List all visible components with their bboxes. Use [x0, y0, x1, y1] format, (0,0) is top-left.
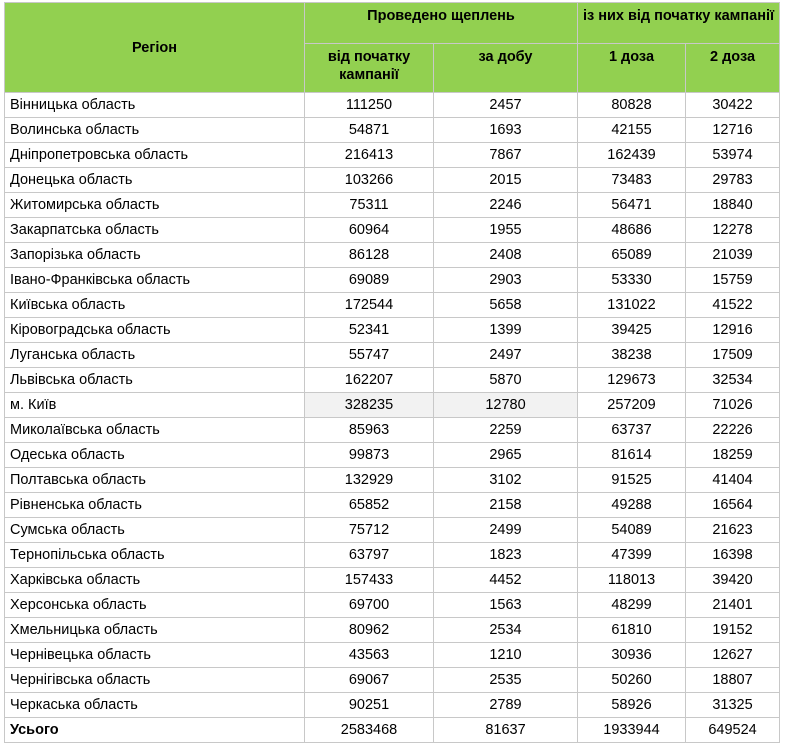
table-row	[5, 568, 780, 593]
dose1-cell: 50260	[578, 668, 686, 693]
dose2-cell: 30422	[686, 93, 780, 118]
dose2-cell: 41522	[686, 293, 780, 318]
since-start-cell: 54871	[305, 118, 434, 143]
per-day-cell: 1210	[434, 643, 578, 668]
per-day-cell: 5870	[434, 368, 578, 393]
dose1-cell: 47399	[578, 543, 686, 568]
dose2-cell: 41404	[686, 468, 780, 493]
dose1-cell: 80828	[578, 93, 686, 118]
per-day-cell: 1399	[434, 318, 578, 343]
region-cell: Дніпропетровська область	[5, 143, 305, 168]
table-row	[5, 543, 780, 568]
since-start-cell: 43563	[305, 643, 434, 668]
per-day-cell: 2158	[434, 493, 578, 518]
dose1-cell: 131022	[578, 293, 686, 318]
table-row	[5, 118, 780, 143]
table-row	[5, 368, 780, 393]
dose1-cell: 49288	[578, 493, 686, 518]
dose1-cell: 53330	[578, 268, 686, 293]
since-start-cell: 75311	[305, 193, 434, 218]
region-cell: Волинська область	[5, 118, 305, 143]
dose2-cell: 12716	[686, 118, 780, 143]
since-start-cell: 69089	[305, 268, 434, 293]
table-row	[5, 293, 780, 318]
table-row	[5, 193, 780, 218]
table-row	[5, 643, 780, 668]
total-per-day-cell: 81637	[434, 718, 578, 743]
since-start-cell: 132929	[305, 468, 434, 493]
dose2-cell: 22226	[686, 418, 780, 443]
table-row	[5, 443, 780, 468]
header-dose1: 1 доза	[578, 44, 686, 93]
dose1-cell: 63737	[578, 418, 686, 443]
dose1-cell: 257209	[578, 393, 686, 418]
region-cell: Одеська область	[5, 443, 305, 468]
since-start-cell: 80962	[305, 618, 434, 643]
since-start-cell: 52341	[305, 318, 434, 343]
dose1-cell: 73483	[578, 168, 686, 193]
dose1-cell: 30936	[578, 643, 686, 668]
table-row	[5, 243, 780, 268]
dose1-cell: 162439	[578, 143, 686, 168]
dose1-cell: 39425	[578, 318, 686, 343]
region-cell: Львівська область	[5, 368, 305, 393]
table-row	[5, 593, 780, 618]
per-day-cell: 4452	[434, 568, 578, 593]
since-start-cell: 69700	[305, 593, 434, 618]
since-start-cell: 69067	[305, 668, 434, 693]
per-day-cell: 1563	[434, 593, 578, 618]
dose2-cell: 19152	[686, 618, 780, 643]
table-row	[5, 318, 780, 343]
region-cell: Запорізька область	[5, 243, 305, 268]
dose1-cell: 42155	[578, 118, 686, 143]
per-day-cell: 2408	[434, 243, 578, 268]
per-day-cell: 5658	[434, 293, 578, 318]
region-cell: Закарпатська область	[5, 218, 305, 243]
dose2-cell: 18807	[686, 668, 780, 693]
since-start-cell: 86128	[305, 243, 434, 268]
header-region: Регіон	[5, 3, 305, 93]
dose1-cell: 118013	[578, 568, 686, 593]
per-day-cell: 2534	[434, 618, 578, 643]
dose1-cell: 129673	[578, 368, 686, 393]
dose2-cell: 18840	[686, 193, 780, 218]
per-day-cell: 2499	[434, 518, 578, 543]
table-row	[5, 393, 780, 418]
region-cell: Херсонська область	[5, 593, 305, 618]
region-cell: Донецька область	[5, 168, 305, 193]
header-vaccinated: Проведено щеплень	[305, 3, 578, 44]
per-day-cell: 1823	[434, 543, 578, 568]
table-body	[5, 93, 780, 743]
region-cell: Хмельницька область	[5, 618, 305, 643]
per-day-cell: 2246	[434, 193, 578, 218]
table-row	[5, 343, 780, 368]
region-cell: Луганська область	[5, 343, 305, 368]
table-row	[5, 268, 780, 293]
since-start-cell: 162207	[305, 368, 434, 393]
since-start-cell: 75712	[305, 518, 434, 543]
region-cell: Полтавська область	[5, 468, 305, 493]
dose2-cell: 21623	[686, 518, 780, 543]
since-start-cell: 60964	[305, 218, 434, 243]
per-day-cell: 7867	[434, 143, 578, 168]
per-day-cell: 2903	[434, 268, 578, 293]
region-cell: Рівненська область	[5, 493, 305, 518]
region-cell: Івано-Франківська область	[5, 268, 305, 293]
table-row	[5, 693, 780, 718]
total-dose1-cell: 1933944	[578, 718, 686, 743]
dose1-cell: 48686	[578, 218, 686, 243]
region-cell: Кіровоградська область	[5, 318, 305, 343]
since-start-cell: 99873	[305, 443, 434, 468]
since-start-cell: 111250	[305, 93, 434, 118]
region-cell: м. Київ	[5, 393, 305, 418]
dose2-cell: 39420	[686, 568, 780, 593]
dose2-cell: 17509	[686, 343, 780, 368]
dose2-cell: 16564	[686, 493, 780, 518]
region-cell: Сумська область	[5, 518, 305, 543]
dose2-cell: 12916	[686, 318, 780, 343]
dose1-cell: 54089	[578, 518, 686, 543]
dose2-cell: 71026	[686, 393, 780, 418]
table-row	[5, 218, 780, 243]
since-start-cell: 328235	[305, 393, 434, 418]
table-row	[5, 468, 780, 493]
region-cell: Чернігівська область	[5, 668, 305, 693]
region-cell: Чернівецька область	[5, 643, 305, 668]
region-cell: Житомирська область	[5, 193, 305, 218]
header-since-start: від початку кампанії	[305, 44, 434, 93]
dose1-cell: 61810	[578, 618, 686, 643]
dose2-cell: 29783	[686, 168, 780, 193]
per-day-cell: 2535	[434, 668, 578, 693]
per-day-cell: 2457	[434, 93, 578, 118]
table-row	[5, 618, 780, 643]
table-row	[5, 518, 780, 543]
dose2-cell: 31325	[686, 693, 780, 718]
header-dose2: 2 доза	[686, 44, 780, 93]
region-cell: Тернопільська область	[5, 543, 305, 568]
per-day-cell: 12780	[434, 393, 578, 418]
dose1-cell: 58926	[578, 693, 686, 718]
since-start-cell: 90251	[305, 693, 434, 718]
dose2-cell: 18259	[686, 443, 780, 468]
per-day-cell: 2015	[434, 168, 578, 193]
region-cell: Харківська область	[5, 568, 305, 593]
table-row	[5, 418, 780, 443]
table-header	[5, 3, 780, 93]
region-cell: Київська область	[5, 293, 305, 318]
per-day-cell: 2789	[434, 693, 578, 718]
vaccination-table	[4, 2, 780, 743]
dose1-cell: 38238	[578, 343, 686, 368]
since-start-cell: 55747	[305, 343, 434, 368]
table-row	[5, 668, 780, 693]
table-row	[5, 143, 780, 168]
region-cell: Вінницька область	[5, 93, 305, 118]
since-start-cell: 65852	[305, 493, 434, 518]
dose2-cell: 12278	[686, 218, 780, 243]
dose1-cell: 81614	[578, 443, 686, 468]
dose2-cell: 21039	[686, 243, 780, 268]
dose1-cell: 56471	[578, 193, 686, 218]
header-per-day: за добу	[434, 44, 578, 93]
per-day-cell: 2965	[434, 443, 578, 468]
dose1-cell: 48299	[578, 593, 686, 618]
dose2-cell: 15759	[686, 268, 780, 293]
since-start-cell: 85963	[305, 418, 434, 443]
since-start-cell: 216413	[305, 143, 434, 168]
since-start-cell: 103266	[305, 168, 434, 193]
per-day-cell: 1693	[434, 118, 578, 143]
dose1-cell: 91525	[578, 468, 686, 493]
header-of-them: із них від початку кампанії	[578, 3, 780, 44]
region-cell: Черкаська область	[5, 693, 305, 718]
per-day-cell: 2497	[434, 343, 578, 368]
total-since-start-cell: 2583468	[305, 718, 434, 743]
region-cell: Миколаївська область	[5, 418, 305, 443]
table-row	[5, 168, 780, 193]
since-start-cell: 157433	[305, 568, 434, 593]
dose2-cell: 21401	[686, 593, 780, 618]
per-day-cell: 1955	[434, 218, 578, 243]
dose1-cell: 65089	[578, 243, 686, 268]
total-row	[5, 718, 780, 743]
total-label: Усього	[5, 718, 305, 743]
dose2-cell: 12627	[686, 643, 780, 668]
per-day-cell: 3102	[434, 468, 578, 493]
since-start-cell: 63797	[305, 543, 434, 568]
dose2-cell: 53974	[686, 143, 780, 168]
since-start-cell: 172544	[305, 293, 434, 318]
dose2-cell: 16398	[686, 543, 780, 568]
total-dose2-cell: 649524	[686, 718, 780, 743]
table-row	[5, 493, 780, 518]
per-day-cell: 2259	[434, 418, 578, 443]
dose2-cell: 32534	[686, 368, 780, 393]
table-row	[5, 93, 780, 118]
